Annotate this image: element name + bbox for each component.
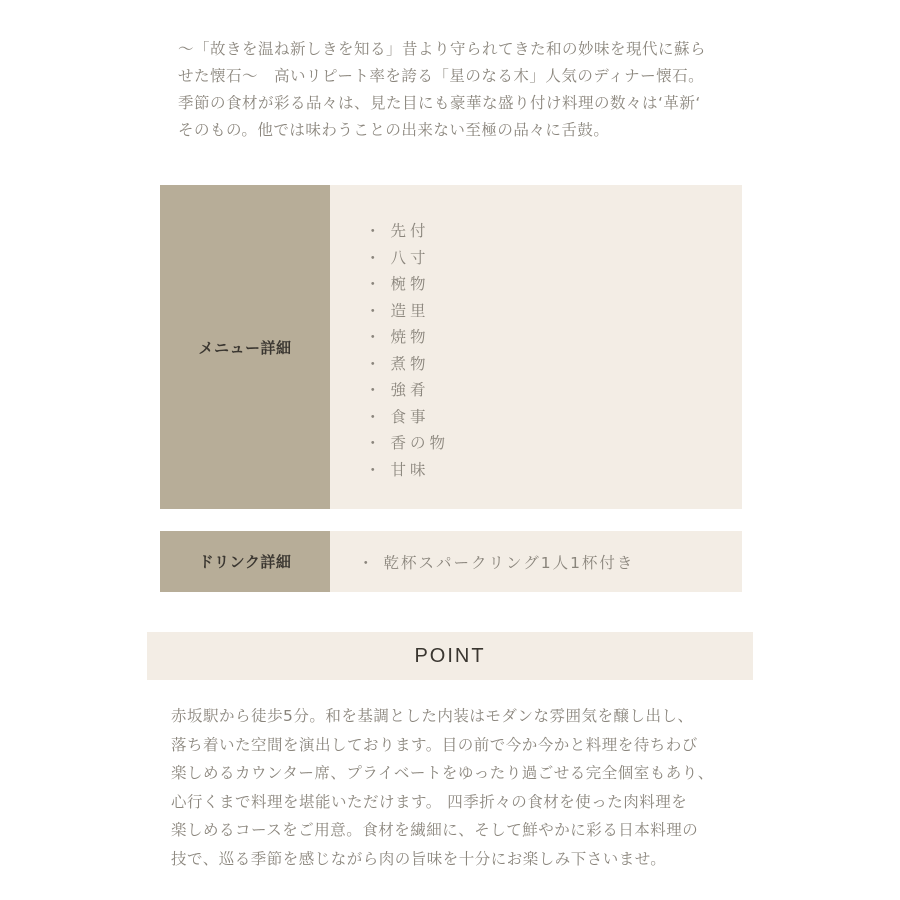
drink-details-content bbox=[330, 531, 742, 592]
bullet-icon: ・ bbox=[365, 381, 381, 399]
intro-line: そのもの。他では味わうことの出来ない至極の品々に舌鼓。 bbox=[178, 121, 610, 139]
point-line: 楽しめるコースをご用意。食材を繊細に、そして鮮やかに彩る日本料理の bbox=[171, 821, 699, 839]
menu-item-label: 強肴 bbox=[390, 381, 430, 399]
bullet-icon: ・ bbox=[365, 248, 381, 267]
menu-item bbox=[365, 431, 742, 458]
menu-item bbox=[365, 246, 742, 273]
intro-line: ～「故きを温ね新しきを知る」昔より守られてきた和の妙味を現代に蘇ら bbox=[178, 40, 707, 58]
menu-item bbox=[365, 219, 742, 246]
menu-item-label: 食事 bbox=[390, 407, 430, 426]
menu-item bbox=[365, 458, 742, 485]
point-line: 赤坂駅から徒歩5分。和を基調とした内装はモダンな雰囲気を醸し出し、 bbox=[171, 707, 694, 725]
menu-item-label: 焼物 bbox=[390, 328, 430, 346]
point-line: 技で、巡る季節を感じながら肉の旨味を十分にお楽しみ下さいませ。 bbox=[171, 849, 667, 868]
point-line: 楽しめるカウンター席、プライベートをゆったり過ごせる完全個室もあり、 bbox=[171, 764, 714, 782]
menu-item bbox=[365, 325, 742, 352]
menu-item-label: 八寸 bbox=[390, 248, 430, 267]
menu-item-label: 造里 bbox=[390, 301, 430, 320]
bullet-icon: ・ bbox=[365, 275, 381, 293]
drink-item: 乾杯スパークリング1人1杯付き bbox=[383, 553, 635, 572]
menu-list bbox=[330, 219, 742, 484]
menu-item bbox=[365, 272, 742, 299]
menu-item bbox=[365, 299, 742, 326]
bullet-icon: ・ bbox=[358, 553, 374, 572]
bullet-icon: ・ bbox=[365, 354, 381, 373]
menu-item bbox=[365, 405, 742, 432]
point-line: 心行くまで料理を堪能いただけます。 四季折々の食材を使った肉料理を bbox=[171, 792, 688, 811]
menu-item-label: 煮物 bbox=[390, 354, 430, 373]
drink-details-label: ドリンク詳細 bbox=[160, 531, 330, 592]
menu-details-label: メニュー詳細 bbox=[160, 185, 330, 509]
menu-item-label: 椀物 bbox=[390, 275, 430, 293]
menu-item-label: 先付 bbox=[390, 222, 430, 240]
menu-item-label: 香の物 bbox=[390, 434, 450, 452]
bullet-icon: ・ bbox=[365, 434, 381, 452]
bullet-icon: ・ bbox=[365, 222, 381, 240]
intro-line: 季節の食材が彩る品々は、見た目にも豪華な盛り付け料理の数々は‘革新‘ bbox=[178, 94, 701, 112]
intro-text bbox=[178, 36, 748, 144]
menu-details-table bbox=[160, 185, 742, 509]
menu-details-content bbox=[330, 185, 742, 509]
point-heading: POINT bbox=[147, 632, 753, 680]
bullet-icon: ・ bbox=[365, 407, 381, 426]
bullet-icon: ・ bbox=[365, 328, 381, 346]
bullet-icon: ・ bbox=[365, 301, 381, 320]
menu-item bbox=[365, 352, 742, 379]
intro-line: せた懐石～ 高いリピート率を誇る「星のなる木」人気のディナー懐石。 bbox=[178, 67, 705, 85]
menu-item-label: 甘味 bbox=[390, 460, 430, 479]
point-description bbox=[171, 702, 761, 873]
point-line: 落ち着いた空間を演出しております。目の前で今か今かと料理を待ちわび bbox=[171, 735, 698, 754]
bullet-icon: ・ bbox=[365, 460, 381, 479]
menu-item bbox=[365, 378, 742, 405]
drink-details-table bbox=[160, 531, 742, 592]
